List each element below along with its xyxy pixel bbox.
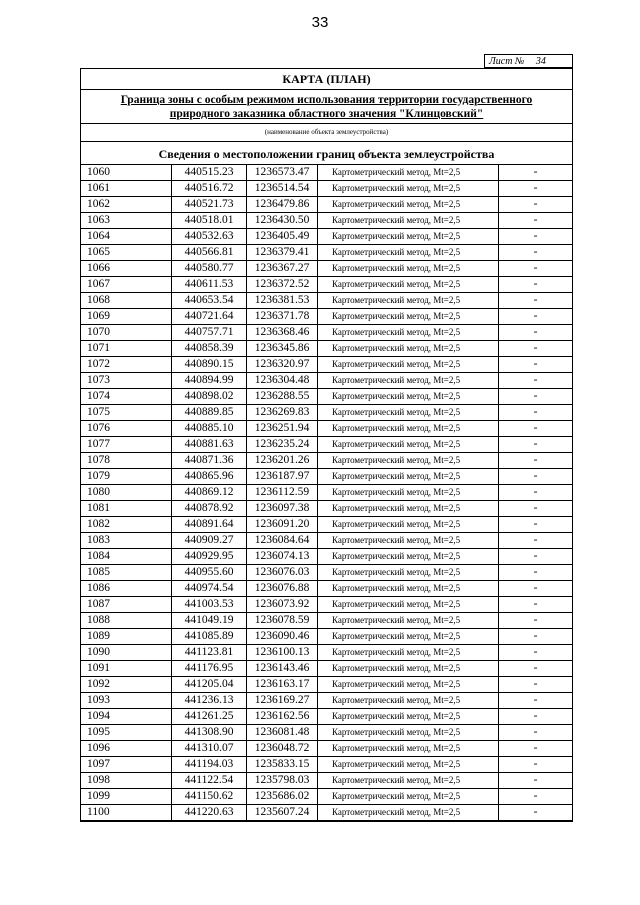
- coord-x: 441236.13: [172, 693, 247, 709]
- accuracy-dash: -: [499, 357, 573, 373]
- sheet-number: 34: [527, 56, 555, 68]
- point-number: 1071: [81, 341, 172, 357]
- coord-x: 441150.62: [172, 789, 247, 805]
- method: Картометрический метод, Mt=2,5: [318, 725, 499, 741]
- point-number: 1089: [81, 629, 172, 645]
- method: Картометрический метод, Mt=2,5: [318, 261, 499, 277]
- table-row: [81, 629, 573, 645]
- point-number: 1086: [81, 581, 172, 597]
- sheet-label: Лист №: [489, 56, 525, 67]
- method: Картометрический метод, Mt=2,5: [318, 629, 499, 645]
- table-row: [81, 197, 573, 213]
- method: Картометрический метод, Mt=2,5: [318, 165, 499, 181]
- method: Картометрический метод, Mt=2,5: [318, 373, 499, 389]
- coord-y: 1236169.27: [247, 693, 318, 709]
- coord-x: 440532.63: [172, 229, 247, 245]
- coord-x: 440955.60: [172, 565, 247, 581]
- coord-x: 440891.64: [172, 517, 247, 533]
- coord-y: 1236078.59: [247, 613, 318, 629]
- coord-y: 1236573.47: [247, 165, 318, 181]
- method: Картометрический метод, Mt=2,5: [318, 693, 499, 709]
- coord-x: 440721.64: [172, 309, 247, 325]
- method: Картометрический метод, Mt=2,5: [318, 405, 499, 421]
- method: Картометрический метод, Mt=2,5: [318, 757, 499, 773]
- section-heading: Сведения о местоположении границ объекта землеустройства: [158, 147, 495, 161]
- method: Картометрический метод, Mt=2,5: [318, 181, 499, 197]
- point-number: 1090: [81, 645, 172, 661]
- table-row: [81, 453, 573, 469]
- method: Картометрический метод, Mt=2,5: [318, 245, 499, 261]
- table-row: [81, 757, 573, 773]
- method: Картометрический метод, Mt=2,5: [318, 229, 499, 245]
- sheet-number-box: [484, 54, 573, 68]
- method: Картометрический метод, Mt=2,5: [318, 357, 499, 373]
- point-number: 1088: [81, 613, 172, 629]
- coord-y: 1236235.24: [247, 437, 318, 453]
- table-row: [81, 357, 573, 373]
- method: Картометрический метод, Mt=2,5: [318, 325, 499, 341]
- coord-y: 1236048.72: [247, 741, 318, 757]
- table-row: [81, 469, 573, 485]
- coord-y: 1236100.13: [247, 645, 318, 661]
- accuracy-dash: -: [499, 373, 573, 389]
- point-number: 1073: [81, 373, 172, 389]
- table-row: [81, 565, 573, 581]
- table-row: [81, 597, 573, 613]
- accuracy-dash: -: [499, 181, 573, 197]
- method: Картометрический метод, Mt=2,5: [318, 709, 499, 725]
- table-row: [81, 341, 573, 357]
- table-row: [81, 501, 573, 517]
- coord-y: 1236187.97: [247, 469, 318, 485]
- coord-x: 440516.72: [172, 181, 247, 197]
- coord-y: 1236074.13: [247, 549, 318, 565]
- coord-y: 1236143.46: [247, 661, 318, 677]
- coord-y: 1236379.41: [247, 245, 318, 261]
- coord-x: 440898.02: [172, 389, 247, 405]
- point-number: 1067: [81, 277, 172, 293]
- coord-x: 440878.92: [172, 501, 247, 517]
- table-row: [81, 549, 573, 565]
- method: Картометрический метод, Mt=2,5: [318, 565, 499, 581]
- coord-x: 441176.95: [172, 661, 247, 677]
- table-row: [81, 693, 573, 709]
- table-row: [81, 421, 573, 437]
- table-row: [81, 325, 573, 341]
- point-number: 1080: [81, 485, 172, 501]
- table-row: [81, 533, 573, 549]
- boundary-title-line1: Граница зоны с особым режимом использования территории государственного: [120, 94, 533, 106]
- point-number: 1082: [81, 517, 172, 533]
- accuracy-dash: -: [499, 517, 573, 533]
- coord-x: 440653.54: [172, 293, 247, 309]
- coord-x: 440515.23: [172, 165, 247, 181]
- accuracy-dash: -: [499, 741, 573, 757]
- accuracy-dash: -: [499, 469, 573, 485]
- point-number: 1091: [81, 661, 172, 677]
- coord-y: 1236479.86: [247, 197, 318, 213]
- method: Картометрический метод, Mt=2,5: [318, 677, 499, 693]
- point-number: 1099: [81, 789, 172, 805]
- coord-y: 1236372.52: [247, 277, 318, 293]
- accuracy-dash: -: [499, 725, 573, 741]
- accuracy-dash: -: [499, 581, 573, 597]
- accuracy-dash: -: [499, 677, 573, 693]
- accuracy-dash: -: [499, 549, 573, 565]
- point-number: 1081: [81, 501, 172, 517]
- coord-x: 440865.96: [172, 469, 247, 485]
- method: Картометрический метод, Mt=2,5: [318, 485, 499, 501]
- point-number: 1077: [81, 437, 172, 453]
- point-number: 1095: [81, 725, 172, 741]
- coord-y: 1236320.97: [247, 357, 318, 373]
- coord-y: 1236076.03: [247, 565, 318, 581]
- method: Картометрический метод, Mt=2,5: [318, 581, 499, 597]
- page-number: 33: [311, 14, 329, 31]
- method: Картометрический метод, Mt=2,5: [318, 645, 499, 661]
- point-number: 1093: [81, 693, 172, 709]
- coord-y: 1236081.48: [247, 725, 318, 741]
- point-number: 1066: [81, 261, 172, 277]
- coord-x: 440909.27: [172, 533, 247, 549]
- point-number: 1079: [81, 469, 172, 485]
- coord-y: 1235798.03: [247, 773, 318, 789]
- table-row: [81, 437, 573, 453]
- accuracy-dash: -: [499, 437, 573, 453]
- table-row: [81, 709, 573, 725]
- coord-x: 440885.10: [172, 421, 247, 437]
- table-row: [81, 309, 573, 325]
- point-number: 1096: [81, 741, 172, 757]
- point-number: 1062: [81, 197, 172, 213]
- accuracy-dash: -: [499, 293, 573, 309]
- method: Картометрический метод, Mt=2,5: [318, 469, 499, 485]
- coord-x: 441205.04: [172, 677, 247, 693]
- method: Картометрический метод, Mt=2,5: [318, 309, 499, 325]
- accuracy-dash: -: [499, 405, 573, 421]
- accuracy-dash: -: [499, 645, 573, 661]
- method: Картометрический метод, Mt=2,5: [318, 277, 499, 293]
- coord-y: 1236090.46: [247, 629, 318, 645]
- accuracy-dash: -: [499, 229, 573, 245]
- coord-y: 1236345.86: [247, 341, 318, 357]
- accuracy-dash: -: [499, 597, 573, 613]
- point-number: 1097: [81, 757, 172, 773]
- coord-x: 441085.89: [172, 629, 247, 645]
- coord-y: 1235686.02: [247, 789, 318, 805]
- method: Картометрический метод, Mt=2,5: [318, 661, 499, 677]
- method: Картометрический метод, Mt=2,5: [318, 533, 499, 549]
- coord-y: 1236368.46: [247, 325, 318, 341]
- accuracy-dash: -: [499, 325, 573, 341]
- accuracy-dash: -: [499, 565, 573, 581]
- accuracy-dash: -: [499, 261, 573, 277]
- point-number: 1065: [81, 245, 172, 261]
- coord-y: 1236367.27: [247, 261, 318, 277]
- coord-y: 1236430.50: [247, 213, 318, 229]
- accuracy-dash: -: [499, 309, 573, 325]
- accuracy-dash: -: [499, 533, 573, 549]
- method: Картометрический метод, Mt=2,5: [318, 293, 499, 309]
- accuracy-dash: -: [499, 165, 573, 181]
- coord-y: 1236112.59: [247, 485, 318, 501]
- accuracy-dash: -: [499, 341, 573, 357]
- table-row: [81, 405, 573, 421]
- coord-x: 440757.71: [172, 325, 247, 341]
- table-row: [81, 261, 573, 277]
- coord-x: 441310.07: [172, 741, 247, 757]
- boundary-title: [81, 90, 572, 124]
- table-row: [81, 293, 573, 309]
- table-row: [81, 645, 573, 661]
- table-row: [81, 229, 573, 245]
- coord-x: 440566.81: [172, 245, 247, 261]
- coord-x: 441123.81: [172, 645, 247, 661]
- point-number: 1072: [81, 357, 172, 373]
- accuracy-dash: -: [499, 421, 573, 437]
- boundary-title-line2: природного заказника областного значения "Клинцовский": [169, 108, 484, 120]
- coord-x: 440580.77: [172, 261, 247, 277]
- point-number: 1061: [81, 181, 172, 197]
- point-number: 1098: [81, 773, 172, 789]
- coord-x: 440871.36: [172, 453, 247, 469]
- table-row: [81, 517, 573, 533]
- method: Картометрический метод, Mt=2,5: [318, 421, 499, 437]
- method: Картометрический метод, Mt=2,5: [318, 197, 499, 213]
- table-row: [81, 677, 573, 693]
- point-number: 1063: [81, 213, 172, 229]
- coord-y: 1235833.15: [247, 757, 318, 773]
- object-name-note: (наименование объекта землеустройства): [81, 124, 572, 142]
- table-row: [81, 741, 573, 757]
- document-frame: [80, 68, 573, 822]
- method: Картометрический метод, Mt=2,5: [318, 517, 499, 533]
- coord-y: 1236405.49: [247, 229, 318, 245]
- point-number: 1068: [81, 293, 172, 309]
- point-number: 1075: [81, 405, 172, 421]
- point-number: 1078: [81, 453, 172, 469]
- accuracy-dash: -: [499, 629, 573, 645]
- coord-y: 1236251.94: [247, 421, 318, 437]
- coord-x: 441220.63: [172, 805, 247, 821]
- accuracy-dash: -: [499, 277, 573, 293]
- coord-x: 440894.99: [172, 373, 247, 389]
- table-row: [81, 181, 573, 197]
- coord-y: 1236097.38: [247, 501, 318, 517]
- coord-y: 1236073.92: [247, 597, 318, 613]
- point-number: 1100: [81, 805, 172, 821]
- method: Картометрический метод, Mt=2,5: [318, 549, 499, 565]
- method: Картометрический метод, Mt=2,5: [318, 613, 499, 629]
- accuracy-dash: -: [499, 757, 573, 773]
- coord-x: 440858.39: [172, 341, 247, 357]
- coord-y: 1236514.54: [247, 181, 318, 197]
- coord-y: 1236371.78: [247, 309, 318, 325]
- coord-x: 440890.15: [172, 357, 247, 373]
- method: Картометрический метод, Mt=2,5: [318, 389, 499, 405]
- coord-y: 1236381.53: [247, 293, 318, 309]
- method: Картометрический метод, Mt=2,5: [318, 341, 499, 357]
- map-title: КАРТА (ПЛАН): [81, 69, 572, 90]
- accuracy-dash: -: [499, 453, 573, 469]
- coord-y: 1236201.26: [247, 453, 318, 469]
- coord-y: 1236269.83: [247, 405, 318, 421]
- accuracy-dash: -: [499, 485, 573, 501]
- coord-x: 441261.25: [172, 709, 247, 725]
- method: Картометрический метод, Mt=2,5: [318, 501, 499, 517]
- coord-y: 1236091.20: [247, 517, 318, 533]
- point-number: 1084: [81, 549, 172, 565]
- accuracy-dash: -: [499, 245, 573, 261]
- coord-y: 1235607.24: [247, 805, 318, 821]
- accuracy-dash: -: [499, 213, 573, 229]
- point-number: 1060: [81, 165, 172, 181]
- table-row: [81, 661, 573, 677]
- table-row: [81, 613, 573, 629]
- table-row: [81, 277, 573, 293]
- coord-x: 440521.73: [172, 197, 247, 213]
- table-row: [81, 773, 573, 789]
- table-row: [81, 213, 573, 229]
- point-number: 1076: [81, 421, 172, 437]
- table-row: [81, 373, 573, 389]
- coord-y: 1236163.17: [247, 677, 318, 693]
- coord-x: 440518.01: [172, 213, 247, 229]
- point-number: 1094: [81, 709, 172, 725]
- method: Картометрический метод, Mt=2,5: [318, 213, 499, 229]
- table-row: [81, 485, 573, 501]
- coord-x: 440881.63: [172, 437, 247, 453]
- method: Картометрический метод, Mt=2,5: [318, 805, 499, 821]
- coord-x: 440974.54: [172, 581, 247, 597]
- point-number: 1092: [81, 677, 172, 693]
- table-row: [81, 789, 573, 805]
- method: Картометрический метод, Mt=2,5: [318, 789, 499, 805]
- accuracy-dash: -: [499, 773, 573, 789]
- table-row: [81, 245, 573, 261]
- table-row: [81, 581, 573, 597]
- method: Картометрический метод, Mt=2,5: [318, 453, 499, 469]
- point-number: 1070: [81, 325, 172, 341]
- accuracy-dash: -: [499, 501, 573, 517]
- accuracy-dash: -: [499, 709, 573, 725]
- coord-x: 440929.95: [172, 549, 247, 565]
- point-number: 1074: [81, 389, 172, 405]
- coord-y: 1236084.64: [247, 533, 318, 549]
- method: Картометрический метод, Mt=2,5: [318, 597, 499, 613]
- coordinates-table: [80, 164, 573, 821]
- accuracy-dash: -: [499, 805, 573, 821]
- point-number: 1083: [81, 533, 172, 549]
- coord-x: 441194.03: [172, 757, 247, 773]
- coord-x: 441308.90: [172, 725, 247, 741]
- table-row: [81, 389, 573, 405]
- accuracy-dash: -: [499, 693, 573, 709]
- method: Картометрический метод, Mt=2,5: [318, 741, 499, 757]
- accuracy-dash: -: [499, 197, 573, 213]
- accuracy-dash: -: [499, 389, 573, 405]
- coord-x: 441122.54: [172, 773, 247, 789]
- method: Картометрический метод, Mt=2,5: [318, 437, 499, 453]
- coord-x: 440889.85: [172, 405, 247, 421]
- coord-y: 1236076.88: [247, 581, 318, 597]
- coord-y: 1236288.55: [247, 389, 318, 405]
- point-number: 1085: [81, 565, 172, 581]
- coord-x: 440869.12: [172, 485, 247, 501]
- point-number: 1064: [81, 229, 172, 245]
- table-row: [81, 165, 573, 181]
- point-number: 1087: [81, 597, 172, 613]
- coord-x: 441049.19: [172, 613, 247, 629]
- point-number: 1069: [81, 309, 172, 325]
- coord-x: 440611.53: [172, 277, 247, 293]
- accuracy-dash: -: [499, 661, 573, 677]
- coord-y: 1236304.48: [247, 373, 318, 389]
- coord-x: 441003.53: [172, 597, 247, 613]
- method: Картометрический метод, Mt=2,5: [318, 773, 499, 789]
- table-row: [81, 805, 573, 821]
- coord-y: 1236162.56: [247, 709, 318, 725]
- accuracy-dash: -: [499, 613, 573, 629]
- table-row: [81, 725, 573, 741]
- accuracy-dash: -: [499, 789, 573, 805]
